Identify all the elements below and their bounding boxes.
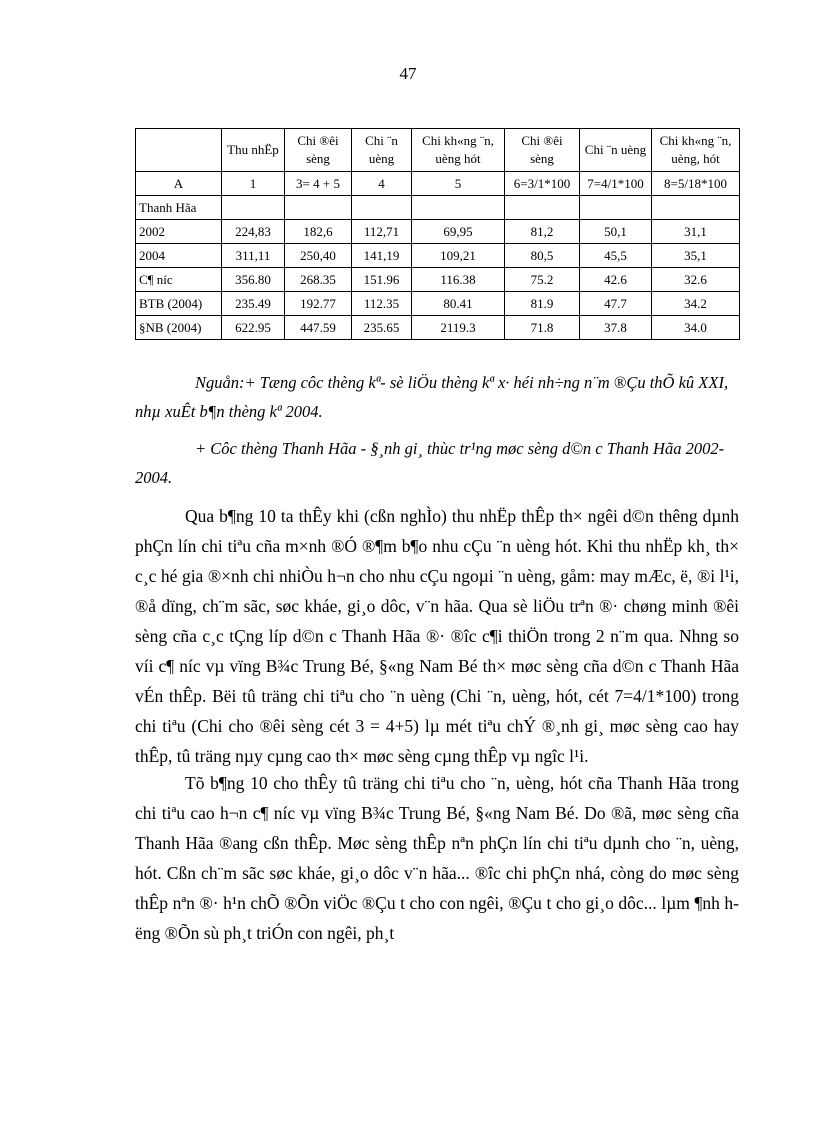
table-cell: 34.0: [652, 316, 740, 340]
table-cell: 141,19: [352, 244, 412, 268]
table-cell: 45,5: [580, 244, 652, 268]
table-cell: 32.6: [652, 268, 740, 292]
table-row-label: C¶ níc: [136, 268, 222, 292]
table-cell: [222, 196, 285, 220]
table-row: [136, 196, 740, 220]
body-paragraph-1: Qua b¶ng 10 ta thÊy khi (cßn nghÌo) thu nhËp thÊp th× ngêi d©n thêng dµnh phÇn lín chi tiªu cña m×nh ®Ó ®¶m b¶o nhu cÇu ¨n uèng hót. Khi thu nhËp kh¸ th× c¸c hé gia ®×nh chi nhiÒu h¬n cho nhu cÇu ngoµi ¨n uèng, gåm: may mÆc, ë, ®i l¹i, ®å dïng, ch¨m sãc, søc kháe, gi¸o dôc, v¨n hãa. Qua sè liÖu trªn ®· chøng minh ®êi sèng cña c¸c tÇng líp d©n c Thanh Hãa ®· ®îc c¶i thiÖn trong 2 n¨m qua. Nhng so víi c¶ níc vµ vïng B¾c Trung Bé, §«ng Nam Bé th× møc sèng cña d©n c Thanh Hãa vÉn thÊp. Bëi tû träng chi tiªu cho ¨n uèng (Chi ¨n, uèng, hót, cét 7=4/1*100) trong chi tiªu (Chi cho ®êi sèng cét 3 = 4+5) lµ mét tiªu chÝ ®¸nh gi¸ møc sèng cao hay thÊp, tû träng nµy cµng cao th× møc sèng cµng thÊp vµ ngîc l¹i.: [135, 506, 739, 766]
table-cell: [505, 196, 580, 220]
table-cell: 268.35: [285, 268, 352, 292]
table-cell: 116.38: [412, 268, 505, 292]
table-cell: 37.8: [580, 316, 652, 340]
table-cell: 80,5: [505, 244, 580, 268]
table-row: [136, 244, 740, 268]
table-cell: 622.95: [222, 316, 285, 340]
table-row: [136, 172, 740, 196]
table-cell: 50,1: [580, 220, 652, 244]
table-row-label: 2002: [136, 220, 222, 244]
table-cell: 151.96: [352, 268, 412, 292]
table-cell: 34.2: [652, 292, 740, 316]
table-cell: 250,40: [285, 244, 352, 268]
header-cell: Chi ®êi sèng: [505, 129, 580, 172]
table-cell: 192.77: [285, 292, 352, 316]
header-cell: Chi kh«ng ¨n, uèng, hót: [652, 129, 740, 172]
table-cell: 356.80: [222, 268, 285, 292]
table-header-row: [136, 129, 740, 172]
table-cell: 42.6: [580, 268, 652, 292]
table-cell: [352, 196, 412, 220]
table-cell: 447.59: [285, 316, 352, 340]
table-cell: 112,71: [352, 220, 412, 244]
table-cell: 224,83: [222, 220, 285, 244]
table-row: [136, 220, 740, 244]
table-cell: 182,6: [285, 220, 352, 244]
table-cell: 35,1: [652, 244, 740, 268]
table-row: [136, 268, 740, 292]
table-cell: 7=4/1*100: [580, 172, 652, 196]
source-note-2: + Côc thèng Thanh Hãa - §¸nh gi¸ thùc tr¹ng møc sèng d©n c Thanh Hãa 2002-2004.: [135, 439, 725, 487]
table-cell: 109,21: [412, 244, 505, 268]
body-paragraph-2: Tõ b¶ng 10 cho thÊy tû träng chi tiªu cho ¨n, uèng, hót cña Thanh Hãa trong chi tiªu cao h¬n c¶ níc vµ vïng B¾c Trung Bé, §«ng Nam Bé. Do ®ã, møc sèng cña Thanh Hãa ®ang cßn thÊp. Møc sèng thÊp nªn phÇn lín chi tiªu dµnh cho ¨n, uèng, hót. Cßn ch¨m sãc søc kháe, gi¸o dôc v¨n hãa... ®îc chi phÇn nhá, còng do møc sèng thÊp nªn ®· h¹n chÕ ®Õn viÖc ®Çu t cho con ngêi, ®Çu t cho gi¸o dôc... lµm ¶nh hëng ®Õn sù ph¸t triÓn con ngêi, ph¸t: [135, 773, 739, 943]
table-row-label: 2004: [136, 244, 222, 268]
table-cell: [412, 196, 505, 220]
header-cell: Chi ¨n uèng: [352, 129, 412, 172]
header-cell: Chi kh«ng ¨n, uèng hót: [412, 129, 505, 172]
page-number: 47: [399, 64, 417, 83]
statistics-table: [135, 128, 740, 340]
table-row-label: §NB (2004): [136, 316, 222, 340]
table-cell: 112.35: [352, 292, 412, 316]
table-cell: A: [136, 172, 222, 196]
table-row: [136, 316, 740, 340]
table-cell: 6=3/1*100: [505, 172, 580, 196]
header-cell: Chi ®êi sèng: [285, 129, 352, 172]
table-cell: 4: [352, 172, 412, 196]
table-cell: 3= 4 + 5: [285, 172, 352, 196]
table-cell: [580, 196, 652, 220]
table-cell: [285, 196, 352, 220]
header-cell: [136, 129, 222, 172]
table-cell: 311,11: [222, 244, 285, 268]
table-cell: 47.7: [580, 292, 652, 316]
table-row: [136, 292, 740, 316]
table-cell: 31,1: [652, 220, 740, 244]
table-cell: 2119.3: [412, 316, 505, 340]
table-cell: 5: [412, 172, 505, 196]
table-row-label: Thanh Hãa: [136, 196, 222, 220]
source-note-1: Nguån:+ Tæng côc thèng kª- sè liÖu thèng kª x· héi nh÷ng n¨m ®Çu thÕ kû XXI, nhµ xuÊt b¶n thèng kª 2004.: [135, 373, 729, 421]
table-cell: 80.41: [412, 292, 505, 316]
table-cell: 8=5/18*100: [652, 172, 740, 196]
table-row-label: BTB (2004): [136, 292, 222, 316]
table-cell: 1: [222, 172, 285, 196]
table-cell: 235.65: [352, 316, 412, 340]
table-cell: 81.9: [505, 292, 580, 316]
header-cell: Chi ¨n uèng: [580, 129, 652, 172]
table-cell: 81,2: [505, 220, 580, 244]
header-cell: Thu nhËp: [222, 129, 285, 172]
table-cell: [652, 196, 740, 220]
table-cell: 71.8: [505, 316, 580, 340]
table-cell: 69,95: [412, 220, 505, 244]
table-cell: 75.2: [505, 268, 580, 292]
table-cell: 235.49: [222, 292, 285, 316]
